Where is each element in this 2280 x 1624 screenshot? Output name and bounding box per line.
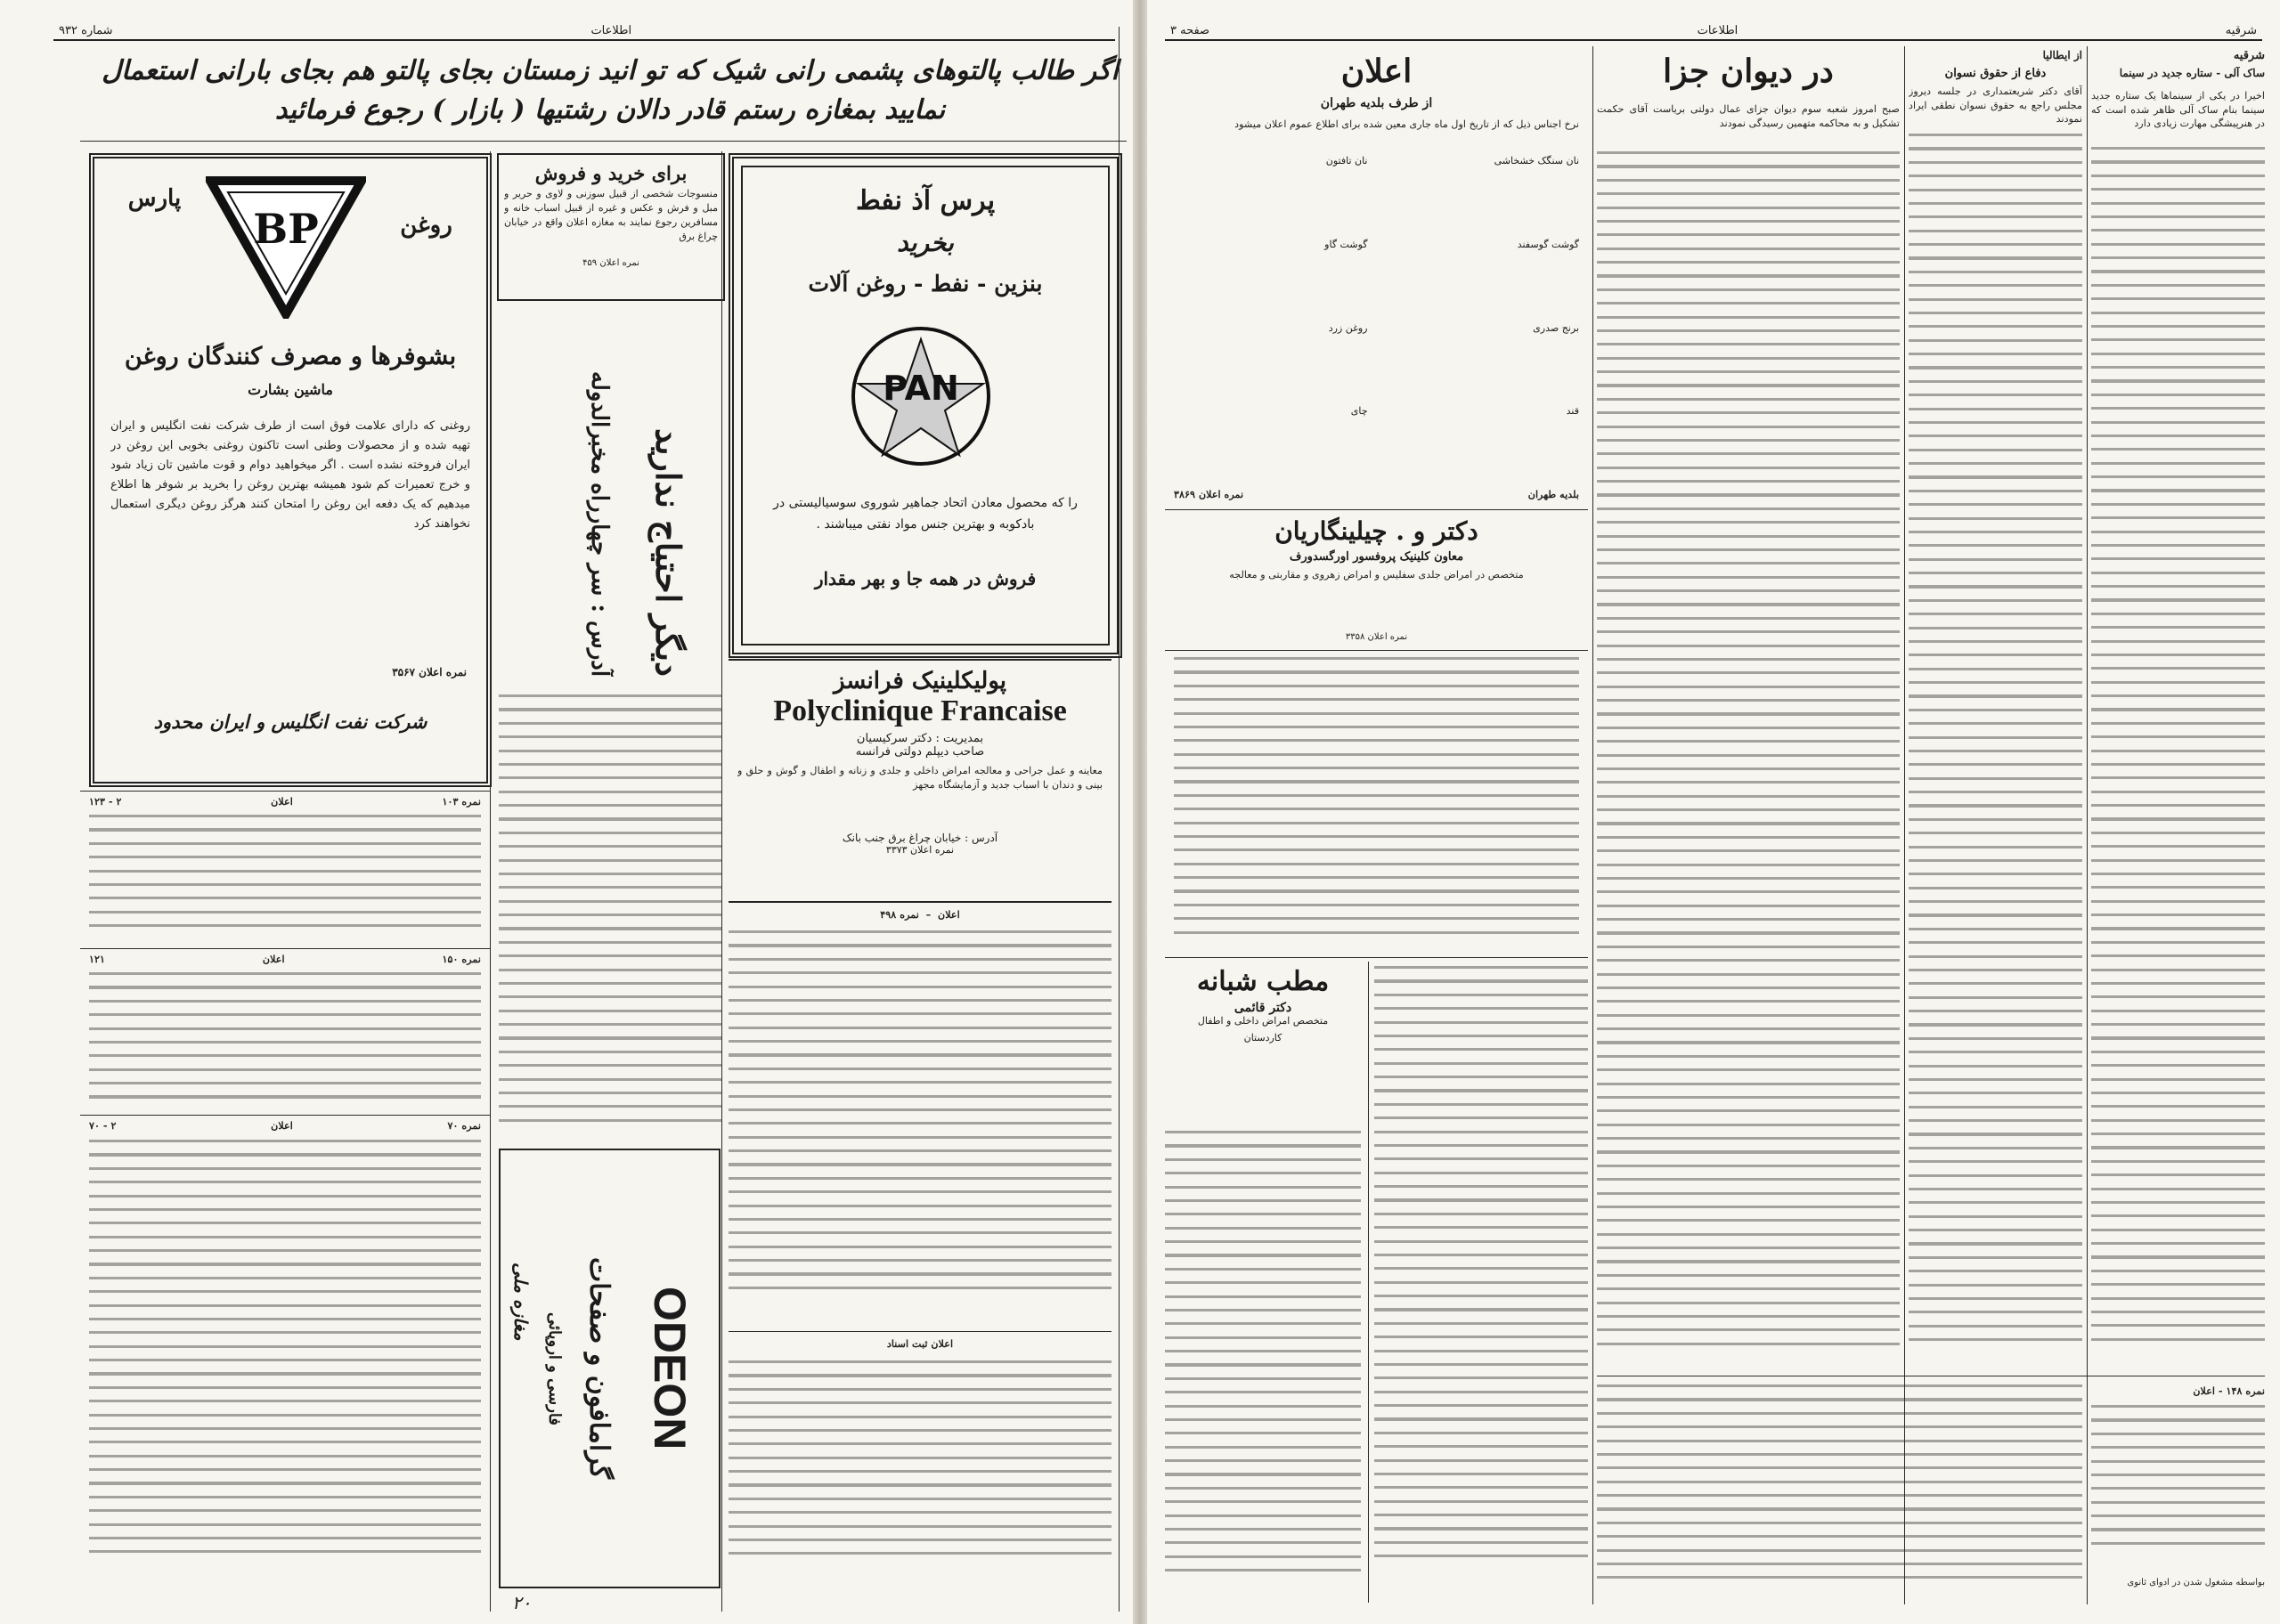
column-rule: [1119, 27, 1120, 1612]
municipal-sign: بلدیه طهران: [1527, 488, 1579, 500]
womens-rights-article-text: [1909, 134, 2082, 1371]
notice-103-body: [89, 815, 481, 939]
polyclinic-latin-title: Polyclinique Francaise: [773, 694, 1067, 727]
polyclinic-address: آدرس : خیابان چراغ برق جنب بانک: [842, 832, 998, 844]
price-item: روغن زرد: [1328, 321, 1368, 334]
notice-498-header: اعلان – نمره ۴۹۸: [880, 908, 960, 921]
buy-sell-ref: نمره اعلان ۴۵۹: [582, 258, 639, 268]
price-item: گوشت گوسفند: [1517, 238, 1579, 250]
column-rule: [721, 151, 722, 1612]
odeon-gramophone-ad: [499, 1149, 721, 1588]
night-clinic-title: مطب شبانه: [1196, 966, 1330, 997]
pars-oil-products: بنزین - نفط - روغن آلات: [808, 271, 1043, 296]
right-header-section: شرقیه: [2225, 24, 2257, 37]
night-clinic-ad: [1165, 963, 1361, 1124]
notice-70-body: [89, 1140, 481, 1576]
bp-logo-text: BP: [253, 205, 319, 253]
bp-ad-body: روغنی که دارای علامت فوق است از طرف شرکت نفت انگلیس و ایران تهیه شده و از محصولات وطنی است تاکنون روغنی بخوبی این روغن در ایران فروخته نشده است . اگر میخواهید دوام و قوت ماشین تان زیاد شود و خرج تعمیرات کم شود همیشه بهترین روغن را بخرید بر شوفر ها اطلاع میدهیم که یک دفعه این روغن را امتحان کنند هرگز روغن دیگری استعمال نخواهند کرد: [110, 419, 470, 531]
notice-70-title: اعلان: [271, 1119, 293, 1132]
price-item: قند: [1566, 405, 1579, 418]
polyclinic-body: معاینه و عمل جراحی و معالجه امراض داخلی و جلدی و زنانه و اطفال و گوش و حلق و بینی و دندان با اسباب جدید و آزمایشگاه مجهز: [737, 765, 1103, 791]
notice-150-body: [89, 972, 481, 1106]
notice-150-ref: ۱۲۱: [89, 953, 106, 965]
odeon-languages: فارسی و اروپائی: [545, 1311, 564, 1425]
price-item: چای: [1350, 405, 1368, 418]
odeon-logo: ODEON: [645, 1287, 695, 1450]
odeon-products: گرامافون و صفحات: [583, 1257, 615, 1480]
column-rule: [490, 151, 491, 1612]
divider: [1165, 957, 1588, 958]
notice-70-ref: ۲ - ۷۰: [89, 1119, 117, 1132]
cinema-article-text: [2091, 147, 2265, 1367]
odeon-shop: مغازه ملی: [510, 1263, 532, 1341]
notice-70-header: [89, 1119, 481, 1135]
column-rule: [2087, 46, 2088, 1604]
pars-oil-footer: فروش در همه جا و بهر مقدار: [814, 568, 1037, 589]
buy-sell-ad: [497, 153, 725, 301]
notice-103-ref: ۲ - ۱۲۳: [89, 795, 122, 808]
middle-column-text: [499, 694, 721, 1131]
notices-block-text: [1174, 657, 1579, 951]
vertical-ad-address: آدرس : سر چهارراه مخبرالدوله: [586, 370, 613, 677]
divider: [80, 791, 490, 792]
spread-gutter: [1133, 0, 1147, 1624]
left-page-number: ۲۰: [512, 1592, 532, 1613]
bp-ad-pars-word: پارس: [127, 185, 182, 212]
left-page-header: [53, 20, 1115, 41]
bottom-last-note: بواسطه مشغول شدن در ادوای ثانوی: [2127, 1578, 2265, 1587]
price-item: نان تافتون: [1325, 155, 1368, 166]
pars-oil-ad: [729, 153, 1122, 658]
column-rule: [1592, 46, 1593, 1604]
womens-rights-title: دفاع از حقوق نسوان: [1944, 67, 2047, 80]
right-page: [1147, 0, 2280, 1624]
price-item: گوشت گاو: [1324, 238, 1368, 250]
registry-notice-body: [729, 1360, 1112, 1579]
court-lede: صبح امروز شعبه سوم دیوان جزای عمال دولتی بریاست آقای حکمت تشکیل و به محاکمه متهمین رسیدگی نمودند: [1597, 103, 1900, 129]
divider: [1165, 509, 1588, 510]
divider: [80, 141, 1127, 142]
bottom-notices-text: [1597, 1384, 2082, 1594]
notice-498-title: اعلان: [938, 908, 960, 921]
pan-star-logo-icon: [827, 314, 1014, 475]
left-page: [0, 0, 1133, 1624]
bp-ad-subheadline: ماشین بشارت: [248, 381, 333, 398]
column-rule: [1904, 46, 1905, 1604]
column-rule: [1368, 962, 1369, 1603]
bottom-notice-text: [2091, 1405, 2265, 1570]
registry-notice-header: [729, 1337, 1112, 1353]
bp-ad-oil-word: روغن: [400, 212, 452, 239]
notice-150-title: اعلان: [262, 953, 285, 965]
polyclinic-ref: نمره اعلان ۳۳۷۳: [885, 844, 955, 856]
notice-70-number: نمره ۷۰: [447, 1119, 481, 1132]
bp-ad-company: شرکت نفت انگلیس و ایران محدود: [153, 710, 428, 733]
right-header-page: صفحه ۳: [1170, 24, 1210, 37]
price-item: نان سنگک خشخاشی: [1494, 155, 1579, 166]
municipal-notice-footer: [1174, 488, 1579, 504]
notice-498-number: نمره ۴۹۸: [880, 908, 919, 921]
right-page-header: [1165, 20, 2262, 41]
buy-sell-body: منسوجات شخصی از قبیل سوزنی و لاوی و حریر و مبل و فرش و عکس و غیره از قبیل اسباب خانه و مسافرین رجوع نمایند به مغازه اعلان واقع در خیابان چراغ برق: [504, 188, 718, 242]
notice-103-header: [89, 795, 481, 811]
pars-oil-body: را که محصول معادن اتحاد جماهیر شوروی سوسیالیستی در بادکوبه و بهترین جنس مواد نفتی میباشند .: [773, 496, 1078, 532]
left-header-masthead: اطلاعات: [590, 24, 632, 37]
notice-150-header: [89, 953, 481, 969]
cinema-lede: اخیرا در یکی از سینماها یک ستاره جدید سینما بنام ساک آلی ظاهر شده است که در هنرپیشگی مهارت زیادی دارد: [2091, 90, 2265, 130]
divider: [729, 1331, 1112, 1332]
notices-second-column-text: [1374, 966, 1588, 1589]
night-clinic-doctor: دکتر قائمی: [1234, 1001, 1292, 1015]
municipal-notice-title: اعلان: [1340, 53, 1413, 90]
vertical-ad-no-need: دیگر احتیاج ندارید: [648, 428, 688, 677]
divider: [1165, 650, 1588, 651]
pars-oil-title: پرس آذ نفط: [855, 185, 996, 216]
polyclinic-director: بمدیریت : دکتر سرکیسیان: [856, 732, 984, 745]
night-clinic-ref: کاردستان: [1243, 1032, 1282, 1043]
price-list: [1174, 151, 1579, 485]
buy-sell-title: برای خرید و فروش: [534, 162, 688, 184]
municipal-notice-subtitle: از طرف بلدیه طهران: [1320, 96, 1433, 110]
court-headline: در دیوان جزا: [1663, 53, 1834, 90]
doctor-ad-body: متخصص در امراض جلدی سفلیس و امراض زهروی و مقاربتی و معالجه: [1229, 569, 1524, 581]
notice-150-number: نمره ۱۵۰: [442, 953, 481, 965]
cinema-section-label: شرقیه: [2233, 49, 2265, 62]
bp-logo-icon: [206, 176, 366, 319]
court-article-text: [1597, 151, 1900, 1371]
notice-103-number: نمره ۱۰۳: [442, 795, 481, 808]
bp-oil-ad: [89, 153, 492, 787]
night-clinic-specialty: متخصص امراض داخلی و اطفال: [1197, 1015, 1329, 1027]
polyclinic-persian-title: پولیکلینیک فرانسز: [833, 668, 1007, 694]
womens-rights-lede: آقای دکتر شریعتمداری در جلسه دیروز مجلس راجع به حقوق نسوان نطقی ایراد نمودند: [1909, 85, 2082, 126]
night-clinic-column-text: [1165, 1131, 1361, 1594]
cinema-title: ساک آلی - ستاره جدید در سینما: [2119, 67, 2265, 79]
pallto-banner-ad: اگر طالب پالتوهای پشمی رانی شیک که تو انید زمستان بجای پالتو هم بجای بارانی استعمال نمایید بمغازه رستم قادر دالان رشتیها ( بازار ) رجوع فرمائید: [102, 55, 1119, 126]
doctor-ad-ref: نمره اعلان ۳۳۵۸: [1345, 632, 1408, 642]
pars-oil-buy: بخرید: [897, 228, 954, 257]
bottom-notice-label: نمره ۱۴۸ - اعلان: [2193, 1384, 2265, 1397]
polyclinic-diploma: صاحب دیپلم دولتی فرانسه: [855, 745, 985, 759]
pan-logo-text: PAN: [883, 369, 959, 408]
right-header-masthead: اطلاعات: [1697, 24, 1738, 37]
doctor-ad-subtitle: معاون کلینیک پروفسور اورگسدورف: [1289, 550, 1464, 564]
left-header-issue: شماره ۹۳۲: [59, 24, 113, 37]
bp-ad-ref: نمره اعلان ۳۵۶۷: [392, 666, 467, 678]
notice-498-body: [729, 930, 1112, 1313]
notice-103-title: اعلان: [271, 795, 293, 808]
divider: [80, 948, 490, 949]
municipal-notice-lede: نرخ اجناس ذیل که از تاریخ اول ماه جاری معین شده برای اطلاع عموم اعلان میشود: [1234, 118, 1579, 130]
bp-ad-headline: بشوفرها و مصرف کنندگان روغن: [124, 343, 457, 370]
municipal-ref: نمره اعلان ۳۸۶۹: [1174, 488, 1244, 500]
italy-section-label: از ایطالیا: [2042, 49, 2082, 61]
polyclinic-ad: [729, 659, 1112, 903]
divider: [80, 1115, 490, 1116]
registry-notice-title: اعلان ثبت اسناد: [886, 1337, 954, 1350]
doctor-ad-title: دکتر و . چیلینگاریان: [1274, 516, 1478, 546]
price-item: برنج صدری: [1533, 321, 1579, 334]
